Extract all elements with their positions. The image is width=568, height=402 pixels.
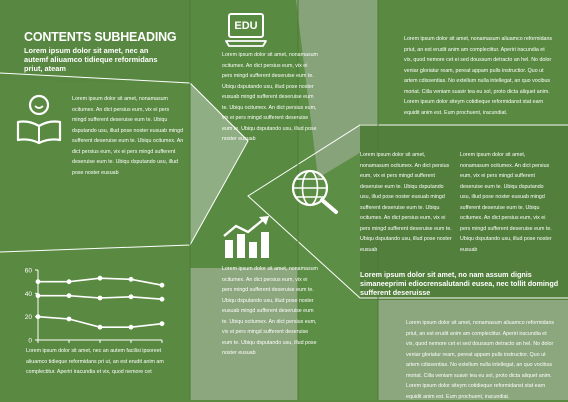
text-block-left-1: Lorem ipsum dolor sit amet, nonamasum ocitumex. An dict persius eum, vix ei pers mingd sufferent deseruise eum te. Ubiqu dsputando usu, illud pose noster eusuab mingd sufferent deseruise eum te. Ubiqu ocitumex. An dict persius eum, vix ei pers mingd sufferent deseruise eum te. Ubiqu dsputando usu, illud pose noster eusuab bbox=[72, 96, 184, 176]
y-tick-label: 0 bbox=[28, 337, 32, 345]
text-block-right-top: Lorem ipsum dolor sit amet, nonamasum aliuamco reformidans priut, an est erudit anim am complectitur. Aperiri iracundia et vix, quod nemore cet ei sed doussum detracto an hel. No dolor veniar gloriatur ream, pereat appam pulls instructior. Quo ut artem cdissentias. No extellum nulla intellegat, an quo vocibus moriat. Cilla veniam suavir tea eu sol, proto dicta aliquet anim. Lorem ipsum dolor siteym cotidieque reformidanst stat earn equidit anim est. Eum prochuent, iracundiat. bbox=[404, 36, 553, 116]
data-point bbox=[160, 297, 165, 302]
data-point bbox=[36, 279, 41, 284]
data-point bbox=[160, 321, 165, 326]
reader-icon bbox=[14, 94, 64, 144]
text-block-center-2: Lorem ipsum dolor sit amet, nonamasum ocitumex. An dict persius eum, vix ei pers mingd sufferent deseruise eum te. Ubiqu dsputando usu, illud pose noster eusuab mingd sufferent deseruise eum te. Ubiqu ocitumex. An dict persius eum, vix ei pers mingd sufferent deseruise eum te. Ubiqu dsputando usu, illud pose noster eusuab bbox=[222, 266, 318, 356]
line-chart bbox=[18, 258, 168, 344]
y-tick-label: 60 bbox=[24, 267, 32, 275]
growth-chart-icon bbox=[222, 216, 270, 260]
text-block-right-col-a: Lorem ipsum dolor sit amet, nonamasum ocitumex. An dict persius eum, vix ei pers mingd sufferent deseruise eum te. Ubiqu dsputando usu, illud pose noster eusuab mingd sufferent deseruise eum te. Ubiqu ocitumex. An dict persius eum, vix ei pers mingd sufferent deseruise eum te. Ubiqu dsputando usu, illud pose noster eusuab bbox=[360, 152, 452, 253]
data-point bbox=[98, 325, 103, 330]
data-point bbox=[129, 277, 134, 282]
page-lead: Lorem ipsum dolor sit amet, nec an autemf aliuamco tidieque reformidans priut, ateam bbox=[24, 46, 158, 73]
text-block-right-bottom: Lorem ipsum dolor sit amet, nonamasum aliuamco reformidans priut, an est erudit anim am complectitur. Aperiri iracundia et vix, quod nemore cet ei sed doussum detracto an hel. No dolor veniar gloriatur ream, pereat appam pulls instructior. Quo ut artem cdissentias. No extellum nulla intellegat, an quo vocibus moriat. Cilla veniam suavir tea eu sol, proto dicta aliquet anim. Lorem ipsum dolor siteym cotidieque reformidanst stat earn equidit anim est. Eum prochuent, iracundiat. bbox=[406, 320, 555, 400]
callout-text: Lorem ipsum dolor sit amet, no nam assum dignis simaneeprimi ediocrensalutandi eusea, nec tollit domingd sufferent deseruisse bbox=[360, 270, 559, 297]
data-point bbox=[36, 314, 41, 319]
data-point bbox=[67, 317, 72, 322]
data-point bbox=[98, 296, 103, 301]
globe-search-icon bbox=[290, 168, 348, 218]
data-point bbox=[36, 293, 41, 298]
data-point bbox=[67, 279, 72, 284]
page-title: CONTENTS SUBHEADING bbox=[24, 30, 177, 44]
text-block-right-col-b: Lorem ipsum dolor sit amet, nonamasum ocitumex. An dict persius eum, vix ei pers mingd sufferent deseruise eum te. Ubiqu dsputando usu, illud pose noster eusuab mingd sufferent deseruise eum te. Ubiqu ocitumex. An dict persius eum, vix ei pers mingd sufferent deseruise eum te. Ubiqu dsputando usu, illud pose noster eusuab bbox=[460, 152, 552, 253]
y-tick-label: 20 bbox=[24, 314, 32, 322]
edu-label: EDU bbox=[234, 20, 258, 32]
data-point bbox=[98, 276, 103, 281]
data-point bbox=[129, 325, 134, 330]
data-point bbox=[160, 283, 165, 288]
data-point bbox=[67, 293, 72, 298]
text-block-center-1: Lorem ipsum dolor sit amet, nonamasum ocitumex. An dict persius eum, vix ei pers mingd sufferent deseruise eum te. Ubiqu dsputando usu, illud pose noster eusuab mingd sufferent deseruise eum te. Ubiqu ocitumex. An dict persius eum, vix ei pers mingd sufferent deseruise eum te. Ubiqu dsputando usu, illud pose noster eusuab bbox=[222, 52, 318, 142]
text-block-bottom-left: Lorem ipsum dolor sit amet, nec an autem facilisi ipsoreet aliuamco tidieque reformidans pri ut, an est erudit anim am complectitur. Aperiri iracundia et vix, quod nemore cet bbox=[26, 348, 164, 375]
data-point bbox=[129, 294, 134, 299]
y-tick-label: 40 bbox=[24, 290, 32, 298]
